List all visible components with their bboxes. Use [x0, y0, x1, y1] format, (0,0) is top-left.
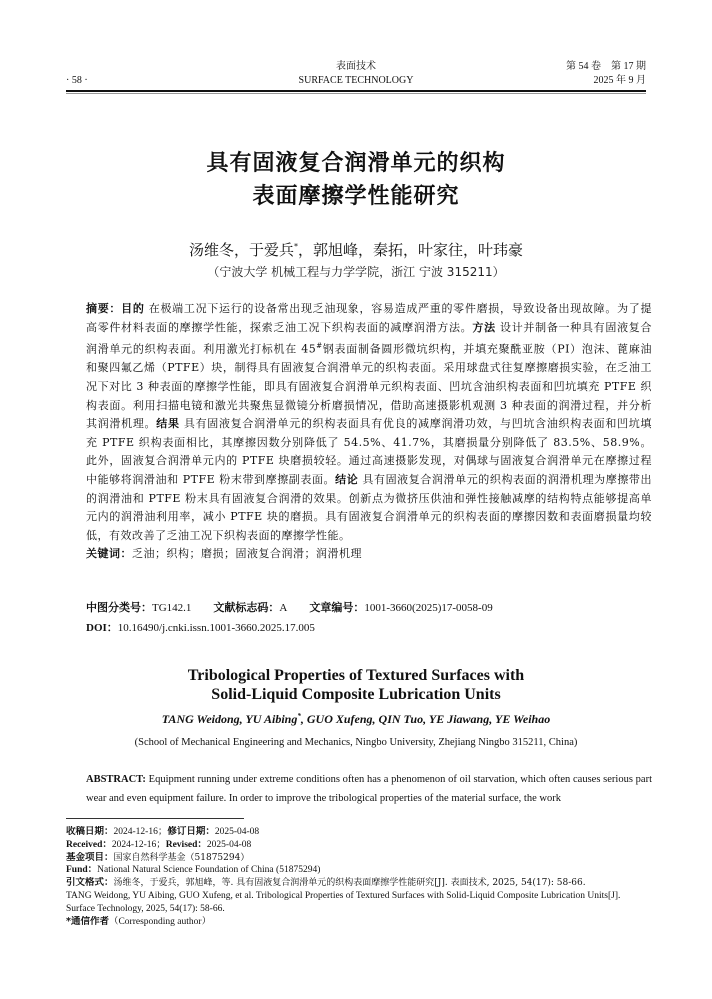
citation-en-line2: Surface Technology, 2025, 54(17): 58-66.: [66, 903, 225, 914]
authors-en: [0, 708, 712, 727]
title-en: [0, 666, 712, 704]
clc-label: 中图分类号：: [86, 601, 152, 614]
keywords-label: 关键词：: [86, 547, 132, 561]
result-text: 具有固液复合润滑单元的织构表面具有优良的减摩润滑功效，与凹坑含油织构表面和凹坑填充 PTFE 织构表面相比，其摩擦因数分别降低了 54.5%、41.7%，其磨损量分别降低了 83.5%、58.9%。此外，固液复合润滑单元内的 PTFE 块磨损较轻。通过高速摄影发现，对偶球与固液复合润滑单元在摩擦过程中能够将润滑油和 PTFE 粉末带到摩擦副表面。: [86, 417, 653, 486]
issue-date: 2025 年 9 月: [593, 75, 646, 86]
abstract-cn: [86, 300, 652, 564]
corresponding-author-note: [66, 916, 652, 929]
fund-en: [66, 864, 652, 877]
title-cn: [0, 147, 712, 213]
fund-cn: [66, 852, 652, 865]
doi-value[interactable]: 10.16490/j.cnki.issn.1001-3660.2025.17.005: [117, 622, 315, 634]
received-cn: 2024-12-16；: [113, 827, 168, 837]
corresponding-en: （Corresponding author）: [108, 916, 212, 927]
header-rule-thick: [66, 90, 646, 92]
corresponding-mark-en: *: [297, 712, 301, 720]
keywords-value: 乏油；织构；磨损；固液复合润滑；润滑机理: [132, 547, 362, 561]
method-text-a: 设计并制备一种具有固液复合润滑单元的织构表面。利用激光打标机在 45: [86, 320, 653, 356]
authors-en-part2: , GUO Xufeng, QIN Tuo, YE Jiawang, YE Weihao: [300, 712, 551, 726]
abstract-label: 摘要：: [86, 302, 122, 315]
steel-grade-mark: #: [316, 342, 323, 351]
conclusion-text: 具有固液复合润滑单元的织构表面的润滑机理为摩擦带出的润滑油和 PTFE 粉末具有固液复合润滑的效果。创新点为微挤压供油和弹性接触减摩的结构特点能够提高单元内的润滑油利用率，减小 PTFE 块的磨损。具有固液复合润滑单元的织构表面的摩擦因数和表面磨损量均较低，有效改善了乏油工况下织构表面的摩擦学性能。: [86, 473, 653, 542]
result-label: 结果: [156, 417, 180, 431]
abstract-en: [86, 770, 652, 808]
journal-name-cn: 表面技术: [336, 61, 376, 72]
footnotes: [66, 826, 652, 928]
dates-en: [66, 839, 652, 852]
journal-name-en: SURFACE TECHNOLOGY: [298, 75, 414, 86]
article-no-value: 1001-3660(2025)17-0058-09: [364, 602, 493, 614]
title-en-line1: Tribological Properties of Textured Surfaces with: [187, 667, 525, 684]
revised-cn-label: 修订日期：: [167, 826, 215, 837]
affiliation-en: (School of Mechanical Engineering and Mechanics, Ningbo University, Zhejiang Ningbo 315211, China): [134, 737, 578, 748]
revised-en: 2025-04-08: [206, 839, 252, 850]
volume-issue: 第 54 卷 第 17 期: [566, 61, 646, 72]
fund-en-label: Fund：: [66, 865, 98, 876]
citation-cn-value: 汤维冬，于爱兵，郭旭峰，等. 具有固液复合润滑单元的织构表面摩擦学性能研究[J]. 表面技术, 2025, 54(17): 58-66.: [113, 878, 586, 889]
authors-cn-part2: ，郭旭峰，秦拓，叶家往，叶玮豪: [298, 241, 524, 259]
article-no-label: 文章编号：: [309, 601, 365, 614]
purpose-label: 目的: [121, 302, 145, 315]
page-number: · 58 ·: [66, 75, 88, 86]
fund-en-value: National Natural Science Foundation of China (51875294): [97, 865, 321, 876]
citation-label: 引文格式：: [66, 877, 114, 889]
corresponding-label: *通信作者: [66, 915, 109, 927]
received-cn-label: 收稿日期：: [66, 826, 114, 837]
revised-en-label: Revised：: [165, 839, 207, 850]
abstract-en-text: Equipment running under extreme conditions often has a phenomenon of oil starvation, which often causes serious part wear and even equipment failure. In order to improve the tribological properties of the material surface, the work: [86, 774, 653, 804]
journal-name: [66, 60, 646, 88]
footnote-rule: [66, 818, 244, 819]
revised-cn: 2025-04-08: [214, 827, 260, 837]
doi-line: [86, 620, 315, 636]
purpose-text: 在极端工况下运行的设备常出现乏油现象，容易造成严重的零件磨损，导致设备出现故障。为了提高零件材料表面的摩擦学性能，探索乏油工况下织构表面的减摩润滑方法。: [86, 302, 653, 334]
doi-label: DOI：: [86, 622, 118, 634]
fund-cn-value: 国家自然科学基金（51875294）: [113, 852, 250, 863]
running-header: [66, 60, 646, 88]
conclusion-label: 结论: [335, 473, 359, 486]
received-en: 2024-12-16；: [111, 839, 166, 850]
title-cn-line2: 表面摩擦学性能研究: [252, 184, 460, 209]
fund-cn-label: 基金项目：: [66, 851, 114, 863]
method-label: 方法: [472, 320, 496, 334]
dates-cn: [66, 826, 652, 839]
title-cn-line1: 具有固液复合润滑单元的织构: [206, 151, 506, 176]
authors-cn-part1: 汤维冬，于爱兵: [188, 241, 294, 259]
abstract-en-label: ABSTRACT:: [86, 774, 146, 785]
header-rule-thin: [66, 93, 646, 94]
affiliation-cn: （宁波大学 机械工程与力学学院，浙江 宁波 315211）: [207, 265, 505, 279]
issue-info: [566, 60, 646, 88]
classification-line: [86, 600, 493, 616]
authors-en-part1: TANG Weidong, YU Aibing: [161, 712, 298, 726]
method-text-b: 钢表面制备圆形微坑织构，并填充聚酰亚胺（PI）泡沫、蓖麻油和聚四氟乙烯（PTFE）块，制得具有固液复合润滑单元的织构表面。采用球盘式往复摩擦磨损实验，在乏油工况下对比 3 种表面的摩擦学性能，即具有固液复合润滑单元织构表面、凹坑含油织构表面和凹坑填充 PTFE 织构表面。利用扫描电镜和激光共聚焦显微镜分析磨损情况，借助高速摄影机观测 3 种表面的润滑过程，并分析其润滑机理。: [86, 342, 652, 431]
citation-en-line1: TANG Weidong, YU Aibing, GUO Xufeng, et al. Tribological Properties of Textured Surfaces with Solid-Liquid Composite Lubrication Units[J].: [66, 890, 621, 901]
citation-cn: [66, 877, 652, 890]
doc-code-label: 文献标志码：: [213, 601, 280, 614]
title-en-line2: Solid-Liquid Composite Lubrication Units: [211, 686, 501, 703]
doc-code-value: A: [279, 602, 288, 614]
received-en-label: Received：: [66, 839, 112, 850]
authors-cn: [0, 237, 712, 260]
clc-value: TG142.1: [152, 602, 192, 614]
corresponding-mark: *: [294, 242, 298, 251]
